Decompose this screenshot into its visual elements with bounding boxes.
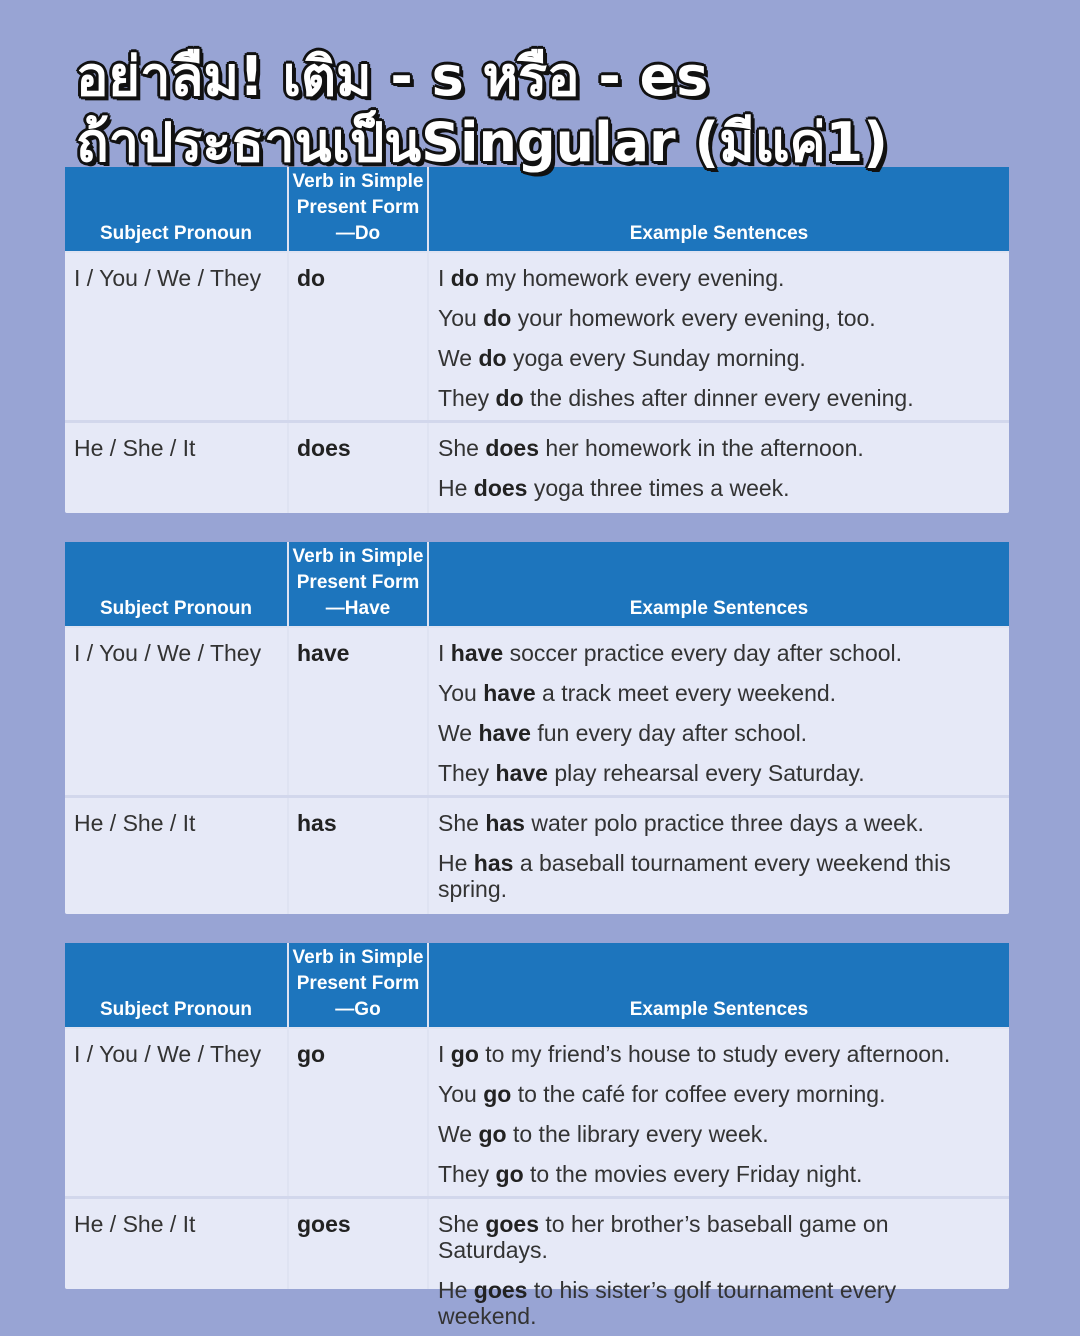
- sentences-cell: [429, 798, 1009, 914]
- example-sentence: She goes to her brother’s baseball game on Saturdays.: [438, 1211, 889, 1263]
- header-verb-form: Verb in Simple Present Form—Do: [287, 167, 429, 251]
- sentences-cell: [429, 423, 1009, 513]
- example-sentence: She has water polo practice three days a week.: [438, 810, 924, 836]
- verb-cell: do: [287, 253, 429, 420]
- subject-cell: He / She / It: [74, 1211, 196, 1237]
- header-example-sentences: Example Sentences: [629, 999, 809, 1020]
- header-subject-pronoun: Subject Pronoun: [100, 223, 252, 244]
- example-sentence: You do your homework every evening, too.: [438, 305, 876, 331]
- example-sentence: I go to my friend’s house to study every afternoon.: [438, 1041, 951, 1067]
- example-sentence: We do yoga every Sunday morning.: [438, 345, 806, 371]
- verb-cell: has: [287, 798, 429, 914]
- example-sentence: They go to the movies every Friday night.: [438, 1161, 863, 1187]
- sentences-cell: [429, 1199, 1009, 1329]
- example-sentence: I have soccer practice every day after school.: [438, 640, 903, 666]
- table-row: [65, 628, 1009, 798]
- subject-cell: He / She / It: [74, 810, 196, 836]
- header-verb-form: Verb in Simple Present Form—Go: [287, 943, 429, 1027]
- table-row: [65, 253, 1009, 423]
- example-sentence: He has a baseball tournament every weekend this spring.: [438, 850, 951, 902]
- page-title: [76, 44, 888, 176]
- header-verb-form: Verb in Simple Present Form—Have: [287, 542, 429, 626]
- header-subject-pronoun: Subject Pronoun: [100, 598, 252, 619]
- verb-table-have: [65, 542, 1009, 914]
- example-sentence: They do the dishes after dinner every evening.: [438, 385, 914, 411]
- table-header: [65, 943, 1009, 1029]
- example-sentence: He goes to his sister’s golf tournament every weekend.: [438, 1277, 897, 1329]
- subject-cell: I / You / We / They: [74, 265, 262, 291]
- sentences-cell: [429, 628, 1009, 795]
- subject-cell: He / She / It: [74, 435, 196, 461]
- header-subject-pronoun: Subject Pronoun: [100, 999, 252, 1020]
- title-line-1: อย่าลืม! เติม - s หรือ - es: [76, 45, 709, 108]
- example-sentence: They have play rehearsal every Saturday.: [438, 760, 865, 786]
- table-row: [65, 1029, 1009, 1199]
- verb-cell: goes: [287, 1199, 429, 1289]
- table-row: [65, 423, 1009, 513]
- example-sentence: She does her homework in the afternoon.: [438, 435, 864, 461]
- verb-table-do: [65, 167, 1009, 513]
- table-header: [65, 167, 1009, 253]
- example-sentence: I do my homework every evening.: [438, 265, 785, 291]
- sentences-cell: [429, 253, 1009, 420]
- subject-cell: I / You / We / They: [74, 640, 262, 666]
- header-example-sentences: Example Sentences: [629, 598, 809, 619]
- title-line-2: ถ้าประธานเป็นSingular (มีแค่1): [76, 111, 888, 174]
- table-row: [65, 1199, 1009, 1329]
- table-row: [65, 798, 1009, 914]
- example-sentence: You have a track meet every weekend.: [438, 680, 837, 706]
- verb-cell: does: [287, 423, 429, 513]
- sentences-cell: [429, 1029, 1009, 1196]
- example-sentence: We go to the library every week.: [438, 1121, 769, 1147]
- verb-table-go: [65, 943, 1009, 1329]
- example-sentence: He does yoga three times a week.: [438, 475, 790, 501]
- header-example-sentences: Example Sentences: [629, 223, 809, 244]
- example-sentence: You go to the café for coffee every morning.: [438, 1081, 886, 1107]
- subject-cell: I / You / We / They: [74, 1041, 262, 1067]
- example-sentence: We have fun every day after school.: [438, 720, 808, 746]
- verb-cell: have: [287, 628, 429, 795]
- verb-cell: go: [287, 1029, 429, 1196]
- table-header: [65, 542, 1009, 628]
